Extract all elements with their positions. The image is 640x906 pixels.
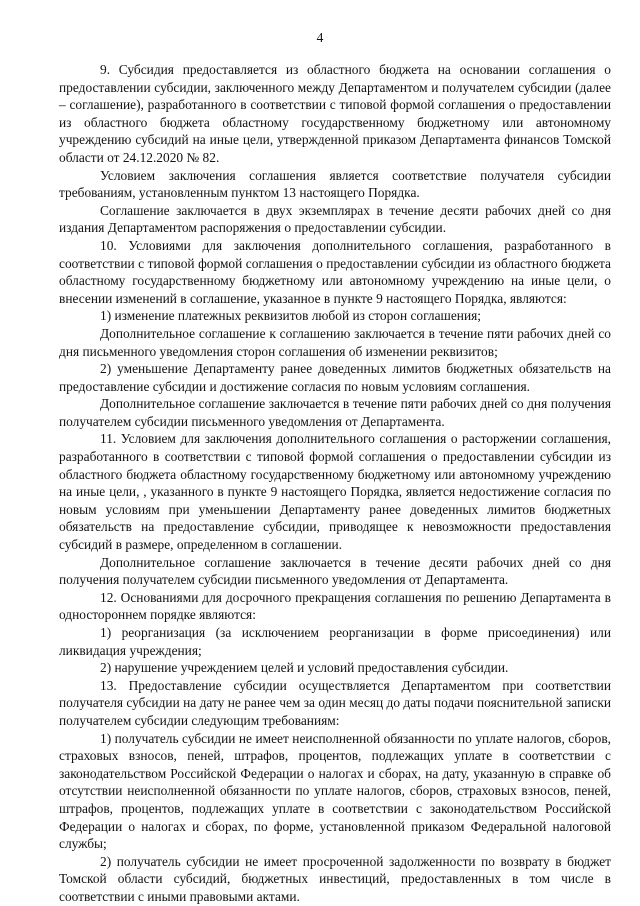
clause-12-paragraph: 12. Основаниями для досрочного прекращения соглашения по решению Департамента в одностороннем порядке являются:: [59, 589, 611, 623]
clause-13-paragraph: 13. Предоставление субсидии осуществляется Департаментом при соответствии получателя субсидии на дату не ранее чем за один месяц до даты подачи пояснительной записки получателем субсидии следующим требованиям:: [59, 677, 611, 728]
clause-9-paragraph: 9. Субсидия предоставляется из областного бюджета на основании соглашения о предоставлении субсидии, заключенного между Департаментом и получателем субсидии (далее – соглашение), разработанного в соответствии с типовой формой соглашения о предоставлении из областного бюджета областному государственному бюджетному или автономному учреждению субсидий на иные цели, утвержденной приказом Департамента финансов Томской области от 24.12.2020 № 82.: [59, 62, 611, 165]
clause-9-term-paragraph: Соглашение заключается в двух экземплярах в течение десяти рабочих дней со дня издания Департаментом распоряжения о предоставлении субсидии.: [59, 202, 611, 236]
clause-12-item-2: 2) нарушение учреждением целей и условий предоставления субсидии.: [100, 660, 509, 676]
clause-12-item-1: 1) реорганизация (за исключением реорганизации в форме присоединения) или ликвидация учреждения;: [59, 625, 611, 658]
document-body: [59, 61, 611, 906]
clause-9-condition-paragraph: Условием заключения соглашения является соответствие получателя субсидии требованиям, установленным пунктом 13 настоящего Порядка.: [59, 167, 611, 201]
clause-13-item-2: 2) получатель субсидии не имеет просроченной задолженности по возврату в бюджет Томской области субсидий, бюджетных инвестиций, предоставленных в том числе в соответствии с иными правовыми актами.: [59, 853, 611, 904]
clause-10-item-1-note: Дополнительное соглашение к соглашению заключается в течение пяти рабочих дней со дня письменного уведомления сторон соглашения об изменении реквизитов;: [59, 325, 611, 359]
clause-11-note: Дополнительное соглашение заключается в течение десяти рабочих дней со дня получения получателем субсидии письменного уведомления от Департамента.: [59, 554, 611, 588]
clause-10-item-2: 2) уменьшение Департаменту ранее доведенных лимитов бюджетных обязательств на предоставление субсидии и достижение согласия по новым условиям соглашения.: [59, 361, 611, 394]
clause-10-paragraph: 10. Условиями для заключения дополнительного соглашения, разработанного в соответствии с типовой формой соглашения о предоставлении субсидии из областного бюджета областному государственному бюджетному или автономному учреждению на иные цели, о внесении изменений в соглашение, указанное в пункте 9 настоящего Порядка, являются:: [59, 237, 611, 306]
clause-10-item-1: 1) изменение платежных реквизитов любой из сторон соглашения;: [100, 308, 482, 324]
clause-11-paragraph: 11. Условием для заключения дополнительного соглашения о расторжении соглашения, разработанного в соответствии с типовой формой соглашения о предоставлении субсидии из областного бюджета областному государственному бюджетному или автономному учреждению на иные цели, , указанного в пункте 9 настоящего Порядка, является недостижение согласия по новым условиям при уменьшении Департаменту ранее доведенных лимитов бюджетных обязательств на предоставление субсидии, приводящее к невозможности предоставления субсидий в размере, определенном в соглашении.: [59, 431, 611, 553]
clause-13-item-1: 1) получатель субсидии не имеет неисполненной обязанности по уплате налогов, сборов, страховых взносов, пеней, штрафов, процентов, подлежащих уплате в соответствии с законодательством Российской Федерации о налогах и сборах, на дату, указанную в справке об отсутствии неисполненной обязанности по уплате налогов, сборов, страховых взносов, пеней, штрафов, процентов, подлежащих уплате в соответствии с законодательством Российской Федерации о налогах и сборах, по форме, установленной приказом Федеральной налоговой службы;: [59, 730, 611, 852]
page-number: 4: [316, 30, 324, 45]
clause-10-item-2-note: Дополнительное соглашение заключается в течение пяти рабочих дней со дня получения получателем субсидии письменного уведомления от Департамента.: [59, 396, 611, 429]
